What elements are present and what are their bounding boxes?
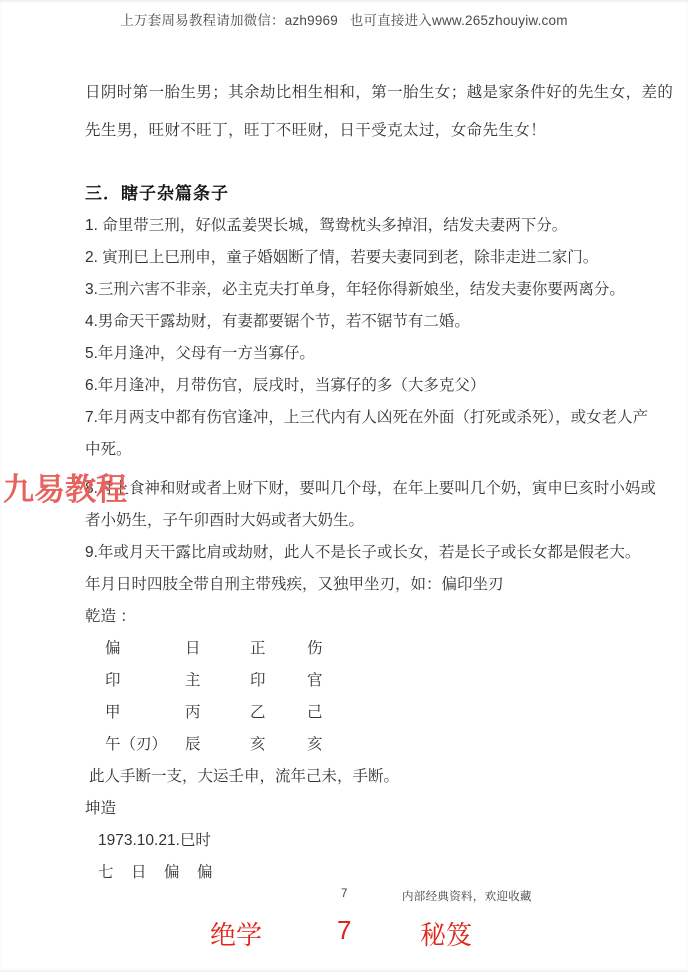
doc-line: 1. 命里带三刑，好似孟姜哭长城，鸳鸯枕头多掉泪，结发夫妻两下分。 <box>85 217 568 234</box>
doc-line: 日阴时第一胎生男；其余劫比相生相和，第一胎生女；越是家条件好的先生女，差的 <box>85 84 674 101</box>
doc-line: 9.年或月天干露比肩或劫财，此人不是长子或长女，若是长子或长女都是假老大。 <box>85 544 641 561</box>
pillar-cell: 乙 <box>250 704 266 721</box>
pillar-cell: 正 <box>250 640 266 657</box>
doc-line: 5.年月逢冲，父母有一方当寡仔。 <box>85 345 315 362</box>
pillar-row <box>85 857 630 889</box>
pillar-cell: 七 <box>98 864 114 881</box>
doc-line: 乾造 ： <box>85 608 136 625</box>
watermark: 九易教程 <box>3 472 127 507</box>
pillar-cell: 日 <box>131 864 147 881</box>
banner-page-number: 7 <box>337 915 352 945</box>
doc-line: 坤造 <box>85 800 117 817</box>
pillar-cell: 午（刃） <box>105 736 168 753</box>
pillar-cell: 印 <box>250 672 266 689</box>
pillar-cell: 偏 <box>197 864 213 881</box>
pillar-cell: 甲 <box>105 704 121 721</box>
pillar-cell: 己 <box>307 704 323 721</box>
pillar-cell: 官 <box>307 672 323 689</box>
doc-line: 年月日时四肢全带自刑主带残疾，又独甲坐刃，如：偏印坐刃 <box>85 576 504 593</box>
pillar-cell: 辰 <box>185 736 201 753</box>
pillar-cell: 亥 <box>307 736 323 753</box>
footer-note: 内部经典资料，欢迎收藏 <box>402 891 532 903</box>
section-heading: 三．瞎子杂篇条子 <box>85 184 229 203</box>
doc-line: 此人手断一支，大运壬申，流年己未，手断。 <box>89 768 400 785</box>
bottom-banner <box>0 915 688 951</box>
doc-line: 7.年月两支中都有伤官逢冲，上三代内有人凶死在外面（打死或杀死），或女老人产 <box>85 409 649 426</box>
banner-right-text: 秘笈 <box>420 920 473 950</box>
doc-line: 2. 寅刑巳上巳刑申，童子婚姻断了情，若要夫妻同到老，除非走进二家门。 <box>85 249 599 266</box>
pillar-cell: 伤 <box>307 640 323 657</box>
pillar-cell: 偏 <box>105 640 121 657</box>
pillar-cell: 丙 <box>185 704 201 721</box>
doc-line: 1973.10.21.巳时 <box>98 832 211 849</box>
bazi-chart-row <box>85 665 630 697</box>
doc-line: 中死。 <box>85 441 132 458</box>
pillar-cell: 偏 <box>164 864 180 881</box>
doc-line: 3.三刑六害不非亲，必主克夫打单身，年轻你得新娘坐，结发夫妻你要两离分。 <box>85 281 625 298</box>
bazi-chart-row <box>85 697 630 729</box>
pillar-cell: 日 <box>185 640 201 657</box>
page-number: 7 <box>341 888 348 900</box>
page-footer <box>0 888 688 904</box>
pillar-cell: 主 <box>185 672 201 689</box>
document-lines <box>85 0 674 889</box>
page-header-note: 上万套周易教程请加微信：azh9969 也可直接进入www.265zhouyiw.com <box>120 13 568 28</box>
pillar-cell: 亥 <box>250 736 266 753</box>
doc-line: 先生男，旺财不旺丁，旺丁不旺财，日干受克太过，女命先生女！ <box>85 122 547 139</box>
doc-line: 4.男命天干露劫财，有妻都要锯个节，若不锯节有二婚。 <box>85 313 470 330</box>
banner-left-text: 绝学 <box>210 920 263 950</box>
bazi-chart-row <box>85 633 630 665</box>
doc-line: 者小奶生，子午卯酉时大妈或者大奶生。 <box>85 512 365 529</box>
doc-line: 6.年月逢冲，月带伤官，辰戌时，当寡仔的多（大多克父） <box>85 377 486 394</box>
bazi-chart-row <box>85 729 630 761</box>
pillar-cell: 印 <box>105 672 121 689</box>
doc-line: 8.月上食神和财或者上财下财，要叫几个母，在年上要叫几个奶，寅申巳亥时小妈或 <box>85 480 656 497</box>
